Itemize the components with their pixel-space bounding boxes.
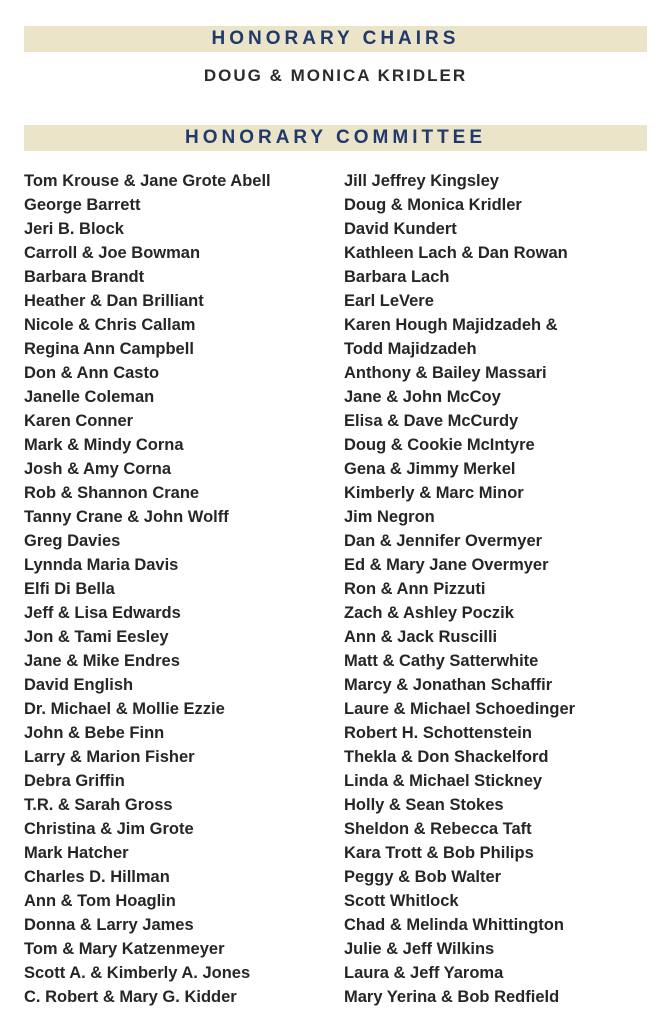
committee-member: Ann & Jack Ruscilli <box>344 628 498 646</box>
committee-member: Mary Yerina & Bob Redfield <box>344 988 560 1006</box>
committee-member: Elisa & Dave McCurdy <box>344 412 519 430</box>
committee-member: Mark Hatcher <box>24 844 129 862</box>
committee-member: Tom Krouse & Jane Grote Abell <box>24 172 271 190</box>
committee-member: Donna & Larry James <box>24 916 194 934</box>
committee-member: Greg Davies <box>24 532 121 550</box>
committee-member: Doug & Monica Kridler <box>344 196 522 214</box>
honorary-chairs-heading: HONORARY CHAIRS <box>24 26 647 52</box>
honorary-committee-heading: HONORARY COMMITTEE <box>24 125 647 151</box>
committee-member: Lynnda Maria Davis <box>24 556 179 574</box>
committee-member: Julie & Jeff Wilkins <box>344 940 495 958</box>
committee-member: Dr. Michael & Mollie Ezzie <box>24 700 225 718</box>
committee-member: Josh & Amy Corna <box>24 460 172 478</box>
committee-member: Linda & Michael Stickney <box>344 772 543 790</box>
committee-member: John & Bebe Finn <box>24 724 165 742</box>
committee-member: Debra Griffin <box>24 772 125 790</box>
committee-member: Janelle Coleman <box>24 388 155 406</box>
committee-member: Todd Majidzadeh <box>344 340 477 358</box>
committee-member: Charles D. Hillman <box>24 868 170 886</box>
committee-member: Scott Whitlock <box>344 892 459 910</box>
committee-member: Anthony & Bailey Massari <box>344 364 547 382</box>
committee-member: Dan & Jennifer Overmyer <box>344 532 543 550</box>
committee-member: David English <box>24 676 134 694</box>
committee-member: Kara Trott & Bob Philips <box>344 844 534 862</box>
committee-member: Mark & Mindy Corna <box>24 436 184 454</box>
honorary-chairs-names: DOUG & MONICA KRIDLER <box>203 66 468 85</box>
committee-member: Sheldon & Rebecca Taft <box>344 820 532 838</box>
committee-member: Barbara Brandt <box>24 268 145 286</box>
committee-member: C. Robert & Mary G. Kidder <box>24 988 237 1006</box>
committee-member: Jon & Tami Eesley <box>24 628 169 646</box>
committee-member: Thekla & Don Shackelford <box>344 748 549 766</box>
committee-member: Barbara Lach <box>344 268 450 286</box>
committee-member: Regina Ann Campbell <box>24 340 194 358</box>
committee-member: George Barrett <box>24 196 141 214</box>
committee-member: Matt & Cathy Satterwhite <box>344 652 539 670</box>
committee-member: Gena & Jimmy Merkel <box>344 460 516 478</box>
committee-member: Jeri B. Block <box>24 220 124 238</box>
committee-member: Karen Conner <box>24 412 134 430</box>
committee-member: Marcy & Jonathan Schaffir <box>344 676 553 694</box>
committee-member: Ed & Mary Jane Overmyer <box>344 556 549 574</box>
committee-member: Kimberly & Marc Minor <box>344 484 524 502</box>
committee-member: Ron & Ann Pizzuti <box>344 580 486 598</box>
committee-member: Larry & Marion Fisher <box>24 748 195 766</box>
committee-member: Heather & Dan Brilliant <box>24 292 204 310</box>
committee-member: Scott A. & Kimberly A. Jones <box>24 964 251 982</box>
committee-member: Elfi Di Bella <box>24 580 115 598</box>
committee-member: Peggy & Bob Walter <box>344 868 502 886</box>
committee-member: Rob & Shannon Crane <box>24 484 200 502</box>
committee-member: Tom & Mary Katzenmeyer <box>24 940 225 958</box>
committee-list-right <box>344 169 664 1009</box>
committee-member: Jane & John McCoy <box>344 388 501 406</box>
committee-member: Robert H. Schottenstein <box>344 724 532 742</box>
committee-member: Tanny Crane & John Wolff <box>24 508 229 526</box>
committee-member: Earl LeVere <box>344 292 434 310</box>
committee-member: Jeff & Lisa Edwards <box>24 604 181 622</box>
committee-member: Carroll & Joe Bowman <box>24 244 201 262</box>
committee-member: Zach & Ashley Poczik <box>344 604 514 622</box>
committee-member: Chad & Melinda Whittington <box>344 916 564 934</box>
committee-member: Doug & Cookie McIntyre <box>344 436 535 454</box>
committee-member: Don & Ann Casto <box>24 364 160 382</box>
committee-member: Jill Jeffrey Kingsley <box>344 172 499 190</box>
committee-member: Ann & Tom Hoaglin <box>24 892 176 910</box>
committee-member: Laure & Michael Schoedinger <box>344 700 576 718</box>
committee-member: Kathleen Lach & Dan Rowan <box>344 244 568 262</box>
committee-member: Karen Hough Majidzadeh & <box>344 316 558 334</box>
committee-member: Jim Negron <box>344 508 435 526</box>
committee-member: David Kundert <box>344 220 457 238</box>
committee-list-left <box>24 169 334 1009</box>
committee-member: Jane & Mike Endres <box>24 652 180 670</box>
committee-member: Holly & Sean Stokes <box>344 796 504 814</box>
committee-member: Christina & Jim Grote <box>24 820 194 838</box>
committee-member: T.R. & Sarah Gross <box>24 796 173 814</box>
committee-member: Laura & Jeff Yaroma <box>344 964 504 982</box>
committee-member: Nicole & Chris Callam <box>24 316 196 334</box>
